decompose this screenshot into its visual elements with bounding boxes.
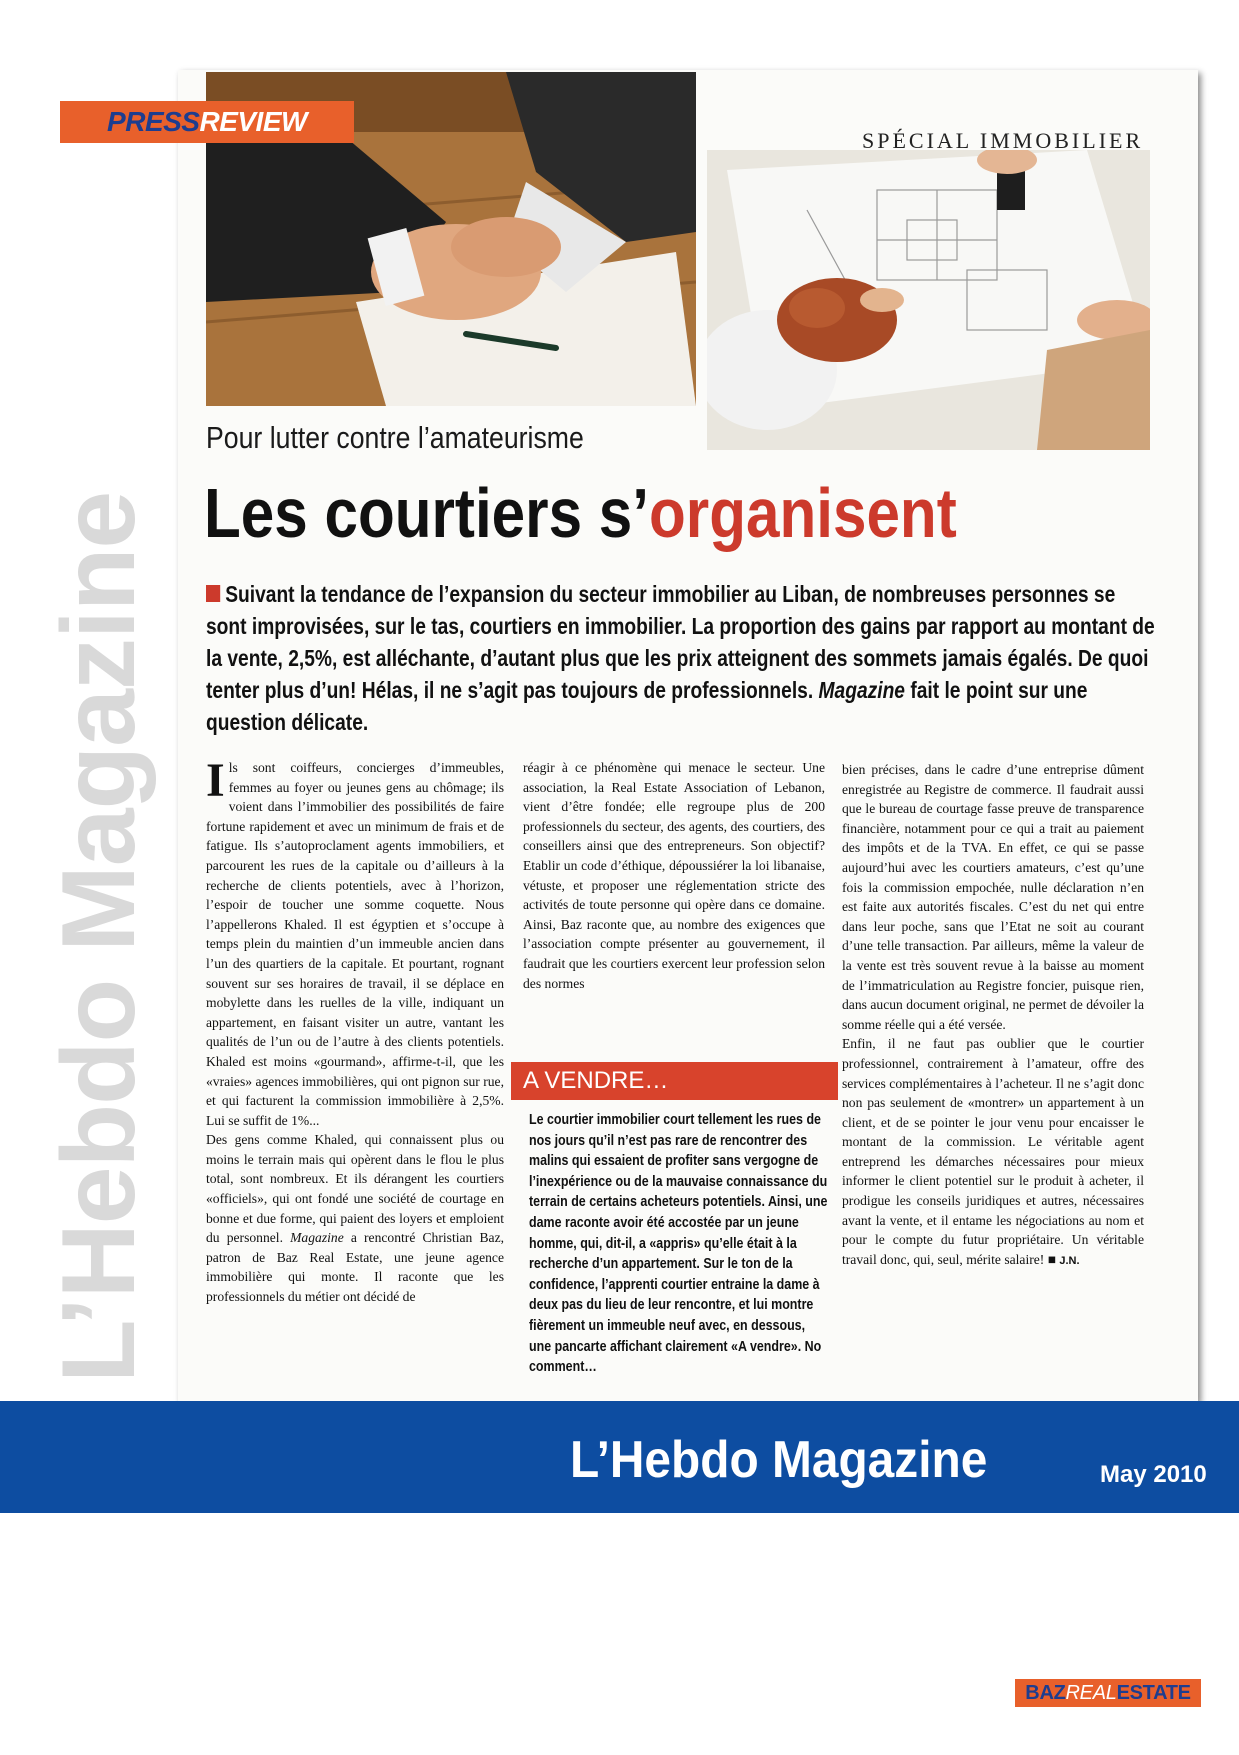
press-review-badge — [60, 101, 354, 143]
col1-paragraph-2b: a rencontré Christian Baz, patron de Baz Real Estate, une jeune agence immobilière qui monte. Il raconte que les professionnels du métier ont décidé de — [206, 1230, 504, 1305]
col3-paragraph-1: bien précises, dans le cadre d’une entreprise dûment enregistrée au Registre de commerce. Il faudrait aussi que le bureau de courtage fasse preuve de transparence financière, notamment pour ce qui a trait au paiement des impôts et de la TVA. En effet, ce qui se passe aujourd’hui avec les courtiers amateurs, c’est qu’une fois la commission empochée, nulle déclaration n’en est faite aux autorités fiscales. C’est du net qui entre dans leur poche, sans que l’Etat ne soit au courant d’une telle transaction. Par ailleurs, même la valeur de la vente est très souvent revue à la baisse au moment de l’immatriculation au Registre foncier, puisque rien, dans aucun document original, ne permet de dévoiler la somme réelle qui a été versée. — [842, 762, 1144, 1032]
article-column-1 — [206, 754, 504, 1307]
drop-cap: I — [206, 754, 225, 807]
vertical-watermark: L’Hebdo Magazine — [41, 491, 157, 1383]
col1-paragraph-2a: Des gens comme Khaled, qui connaissent plus ou moins le terrain mais qui opèrent dans le flou le plus total, sont nombreux. Et ils dérangent les courtiers «officiels», qui ont fondé une société de courtage en bonne et due forme, qui paient des loyers et emploient du personnel. — [206, 1132, 504, 1246]
headline-accent: organisent — [649, 474, 957, 552]
logo-estate: ESTATE — [1116, 1681, 1191, 1704]
section-label: SPÉCIAL IMMOBILIER — [862, 128, 1144, 153]
headline-main: Les courtiers s’ — [204, 474, 650, 552]
lead-square-bullet — [206, 585, 220, 602]
col2-paragraph-1: réagir à ce phénomène qui menace le secteur. Une association, la Real Estate Association of Lebanon, vient d’être fondée; elle regroupe plus de 200 professionnels du secteur, des agents, des courtiers, des conseillers ainsi que des entrepreneurs. Son objectif? Etablir un code d’éthique, dépoussiérer la loi libanaise, vétuste, et proposer une réglementation stricte des activités de toute personne qui opère dans ce domaine. Ainsi, Baz raconte que, au nombre des exigences que l’association compte présenter au gouvernement, il faudrait que les courtiers exercent leur profession selon des normes — [523, 760, 825, 991]
col3-paragraph-2: Enfin, il ne faut pas oublier que le courtier professionnel, contrairement à l’amateur, offre des services complémentaires à l’acheteur. Il ne s’agit donc non pas seulement de «montrer» un appartement à un client, et de se pointer le jour venu pour encaisser le montant de la commission. Le véritable agent entreprend les démarches nécessaires pour mieux informer le client potentiel sur le produit à acheter, il prodigue les conseils juridiques et autres, nécessaires avant la vente, et il entame les négociations au nom et pour le compte du futur propriétaire. Un véritable travail donc, qui, seul, mérite salaire! — [842, 1036, 1144, 1267]
lead-text-end: fait le point sur une question délicate. — [206, 677, 1088, 735]
col1-paragraph-1: ls sont coiffeurs, concierges d’immeubles, femmes au foyer ou jeunes gens au chômage; ils voient dans l’immobilier des possibilités de faire fortune rapidement et avec un minimum de frais et de fatigue. Ils s’autoproclament agents immobiliers, et parcourent les rues de la capitale ou d’ailleurs à la recherche de clients potentiels, avec à l’horizon, l’espoir de toucher une somme coquette. Nous l’appellerons Khaled. Il est égyptien et s’occupe à temps plein du maintien d’un immeuble ancien dans l’un des quartiers de la capitale. Et pourtant, rognant souvent sur ses horaires de travail, il se déplace en mobylette dans les ruelles de la ville, indiquant un appartement, en faisant visiter un autre, vantant les qualités de l’un ou de l’autre à des clients potentiels. Khaled est moins «gourmand», affirme-t-il, que les «vraies» agences immobilières, qui ont pignon sur rue, et qui facturent la commission immobilière à 2,5%. Lui se suffit de 1%... — [206, 760, 504, 1128]
logo-baz: BAZ — [1025, 1681, 1066, 1704]
blueprint-illustration — [707, 150, 1150, 450]
article-lead — [206, 578, 1158, 738]
badge-review-text: REVIEW — [199, 106, 307, 137]
footer-magazine-name: L’Hebdo Magazine — [570, 1431, 988, 1489]
article-column-2 — [523, 758, 825, 993]
lead-magazine: Magazine — [818, 677, 905, 703]
article-headline — [204, 472, 957, 554]
lead-text: Suivant la tendance de l’expansion du secteur immobilier au Liban, de nombreuses personnes se sont improvisées, sur le tas, courtiers en immobilier. La proportion des gains par rapport au montant de la vente, 2,5%, est alléchante, d’autant plus que les prix atteignent des sommets jamais égalés. De quoi tenter plus d’un! Hélas, il ne s’agit pas toujours de professionnels. — [206, 581, 1155, 703]
logo-real: REAL — [1065, 1681, 1117, 1704]
architect-plans-photo — [707, 150, 1150, 450]
sidebar-body: Le courtier immobilier court tellement les rues de nos jours qu’il n’est pas rare de rencontrer des malins qui essaient de profiter sans vergogne de l’inexpérience ou de la mauvaise connaissance du terrain de certains acheteurs potentiels. Ainsi, une dame raconte avoir été accostée par un jeune homme, qui, dit-il, a «appris» qu’elle était à la recherche d’un appartement. Sur le ton de la confidence, l’apprenti courtier entraine la dame à deux pas du lieu de leur rencontre, et lui montre fièrement un immeuble neuf avec, en dessous, une pancarte affichant clairement «A vendre». No comment… — [529, 1111, 828, 1376]
end-square-icon: ■ — [1047, 1251, 1056, 1267]
article-kicker: Pour lutter contre l’amateurisme — [206, 420, 584, 455]
author-signature: J.N. — [1059, 1254, 1080, 1267]
baz-real-estate-logo — [1015, 1679, 1201, 1707]
article-column-3 — [842, 760, 1144, 1271]
col1-magazine: Magazine — [290, 1230, 344, 1246]
sidebar-title: A VENDRE… — [511, 1062, 838, 1100]
footer-issue-date: May 2010 — [1100, 1461, 1207, 1488]
badge-press-text: PRESS — [107, 106, 200, 137]
